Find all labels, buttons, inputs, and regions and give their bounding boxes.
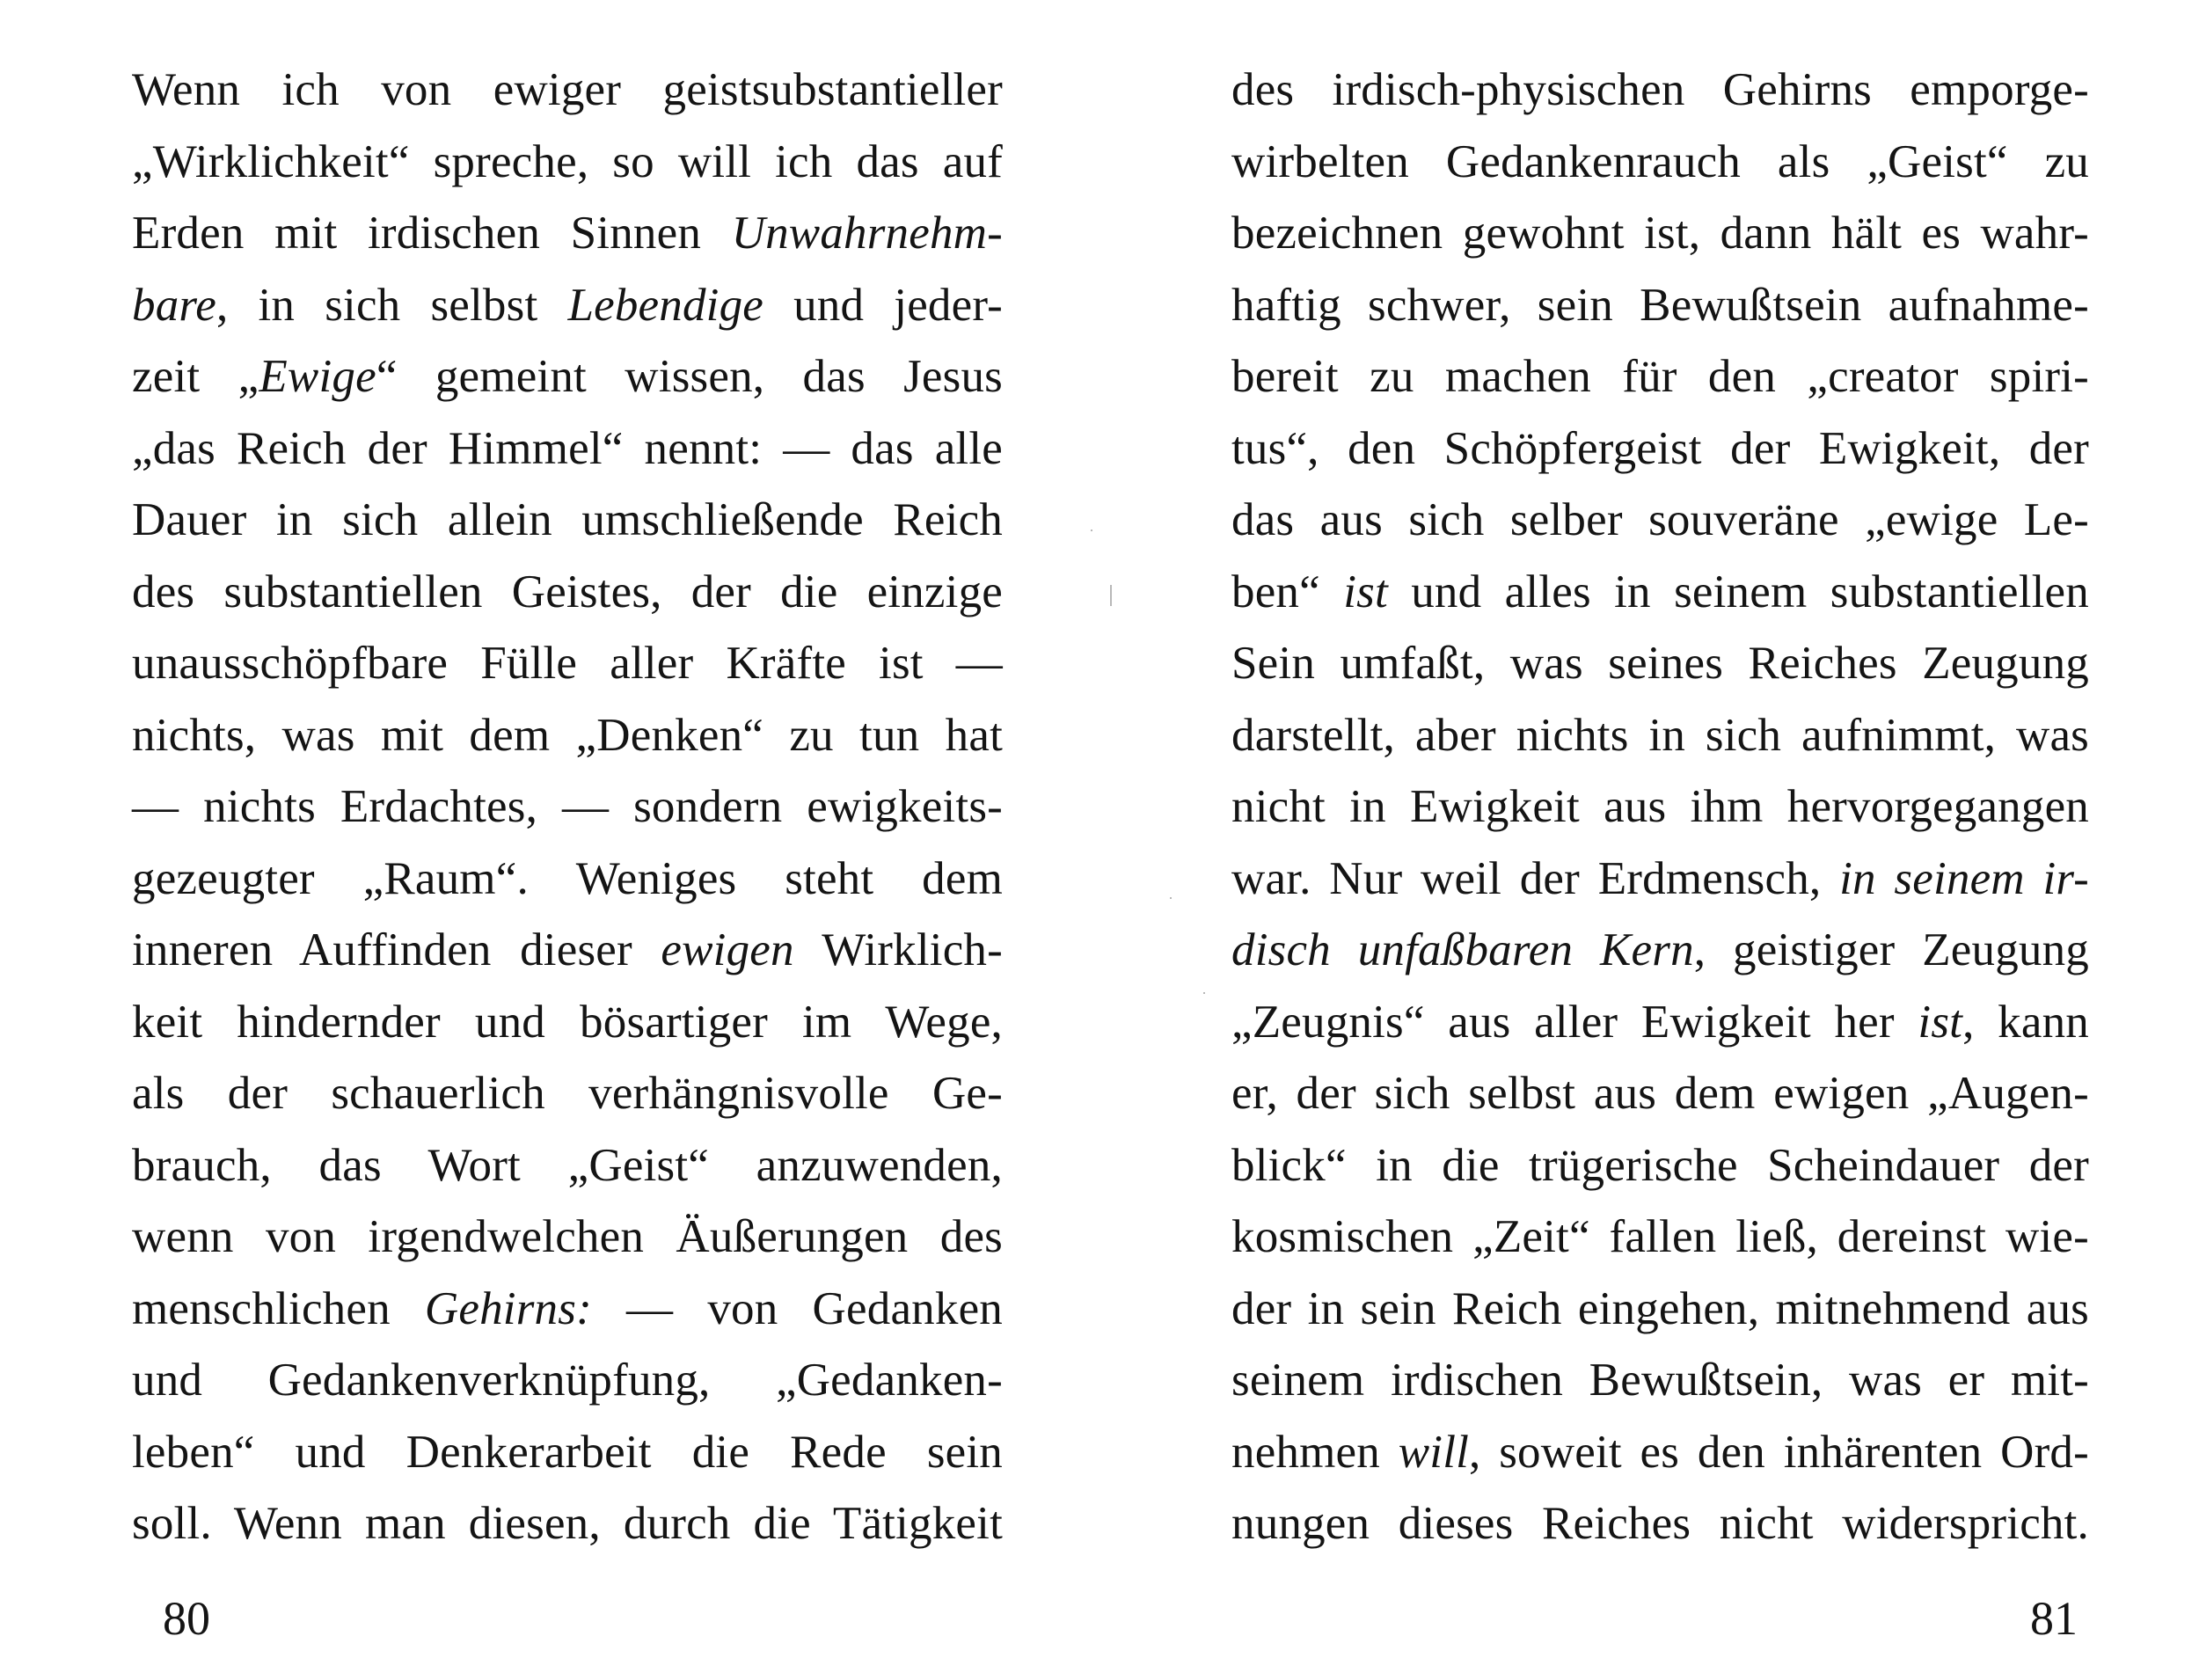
text-segment: darstellt, aber nichts in sich aufnimmt, was [1231,709,2089,761]
text-segment: „Zeugnis“ aus aller Ewigkeit her [1231,996,1918,1048]
text-segment: brauch, das Wort „Geist“ anzuwenden, [132,1139,1003,1191]
text-segment: menschlichen [132,1282,425,1334]
text-segment: Wirklich- [793,924,1003,975]
text-segment: und jeder- [763,279,1003,331]
italic-text-segment: Unwahrnehm- [731,208,1003,259]
italic-text-segment: ewigen [661,924,794,975]
text-segment: Erden mit irdischen Sinnen [132,208,732,259]
text-segment: haftig schwer, sein Bewußtsein aufnahme- [1231,279,2089,331]
text-segment: keit hindernder und bösartiger im Wege, [132,996,1003,1048]
text-line [1231,127,2089,199]
text-line [132,485,1003,557]
italic-text-segment: bare [132,279,216,331]
right-page-text [1231,55,2089,1560]
text-line [1231,1345,2089,1417]
text-line [132,55,1003,127]
text-segment: bezeichnen gewohnt ist, dann hält es wahr- [1231,208,2089,259]
text-segment: soll. Wenn man diesen, durch die Tätigkeit [132,1498,1003,1549]
text-line [132,270,1003,342]
text-segment: wenn von irgendwelchen Äußerungen des [132,1211,1003,1262]
text-segment: das aus sich selber souveräne „ewige Le- [1231,494,2089,545]
text-line [1231,1202,2089,1274]
text-line [132,700,1003,772]
text-segment: des irdisch-physischen Gehirns emporge- [1231,64,2089,115]
text-line [132,771,1003,844]
text-segment: , kann [1962,996,2089,1048]
text-segment: „das Reich der Himmel“ nennt: — das alle [132,422,1003,474]
text-line [132,628,1003,700]
italic-text-segment: ist [1343,566,1388,617]
italic-text-segment: in seinem ir- [1839,852,2090,904]
text-line [1231,700,2089,772]
text-segment: inneren Auffinden dieser [132,924,661,975]
text-line [132,198,1003,270]
text-segment: bereit zu machen für den „creator spiri- [1231,351,2089,402]
text-segment: war. Nur weil der Erdmensch, [1231,852,1840,904]
italic-text-segment: Ewige [259,351,376,402]
text-line [1231,1058,2089,1130]
text-segment: und alles in seinem substantiellen [1387,566,2089,617]
text-segment: , in sich selbst [216,279,568,331]
text-line [1231,1274,2089,1346]
text-line [132,557,1003,629]
text-segment: er, der sich selbst aus dem ewigen „Augen- [1231,1068,2089,1119]
text-segment: und Gedankenverknüpfung, „Gedanken- [132,1355,1003,1406]
text-line [132,1345,1003,1417]
text-line [132,1130,1003,1202]
text-line [132,1202,1003,1274]
text-segment: wirbelten Gedankenrauch als „Geist“ zu [1231,135,2089,187]
right-page [1100,0,2199,1680]
right-page-number: 81 [2030,1592,2078,1645]
text-segment: , soweit es den inhärenten Ord- [1469,1426,2089,1478]
text-line [1231,55,2089,127]
text-line [132,987,1003,1059]
text-line [1231,987,2089,1059]
text-segment: des substantiellen Geistes, der die einzige [132,566,1003,617]
text-line [132,1058,1003,1130]
text-segment: als der schauerlich verhängnisvolle Ge- [132,1068,1003,1119]
text-line [1231,1130,2089,1202]
text-line [1231,1488,2089,1560]
italic-text-segment: Lebendige [567,279,764,331]
text-segment: seinem irdischen Bewußtsein, was er mit- [1231,1355,2089,1406]
italic-text-segment: ist [1918,996,1963,1048]
italic-text-segment: disch unfaßbaren Kern [1231,924,1694,975]
text-segment: nichts, was mit dem „Denken“ zu tun hat [132,709,1003,761]
gutter-speck [1091,530,1092,531]
text-line [1231,413,2089,486]
text-line [132,127,1003,199]
text-line [132,844,1003,916]
text-line [132,341,1003,413]
italic-text-segment: will [1398,1426,1470,1478]
text-segment: Dauer in sich allein umschließende Reich [132,494,1003,545]
text-line [132,1488,1003,1560]
text-segment: — nichts Erdachtes, — sondern ewigkeits- [132,781,1003,832]
text-segment: gezeugter „Raum“. Weniges steht dem [132,852,1003,904]
text-segment: „Wirklichkeit“ spreche, so will ich das auf [132,135,1003,187]
text-segment: leben“ und Denkerarbeit die Rede sein [132,1426,1003,1478]
text-segment: der in sein Reich eingehen, mitnehmend aus [1231,1282,2089,1334]
text-line [1231,771,2089,844]
text-segment: zeit „ [132,351,259,402]
text-line [132,413,1003,486]
text-line [1231,1417,2089,1489]
italic-text-segment: Gehirns: [424,1282,592,1334]
text-segment: — von Gedanken [591,1282,1003,1334]
text-segment: Sein umfaßt, was seines Reiches Zeugung [1231,638,2089,689]
text-segment: , geistiger Zeugung [1693,924,2089,975]
text-line [132,915,1003,987]
left-page-number: 80 [163,1592,210,1645]
text-segment: “ gemeint wissen, das Jesus [376,351,1003,402]
text-line [1231,341,2089,413]
text-segment: nicht in Ewigkeit aus ihm hervorgegangen [1231,781,2089,832]
text-line [1231,198,2089,270]
text-segment: nehmen [1231,1426,1399,1478]
text-segment: unausschöpfbare Fülle aller Kräfte ist — [132,638,1003,689]
text-line [132,1417,1003,1489]
text-segment: blick“ in die trügerische Scheindauer der [1231,1139,2089,1191]
text-line [1231,557,2089,629]
text-line [1231,485,2089,557]
text-segment: Wenn ich von ewiger geistsubstantieller [132,64,1003,115]
text-segment: ben“ [1231,566,1344,617]
text-segment: nungen dieses Reiches nicht widerspricht. [1231,1498,2089,1549]
text-line [1231,270,2089,342]
text-segment: kosmischen „Zeit“ fallen ließ, dereinst wie- [1231,1211,2089,1262]
text-line [1231,844,2089,916]
left-page-text [132,55,1003,1560]
text-line [1231,628,2089,700]
text-segment: tus“, den Schöpfergeist der Ewigkeit, der [1231,422,2089,474]
text-line [1231,915,2089,987]
text-line [132,1274,1003,1346]
